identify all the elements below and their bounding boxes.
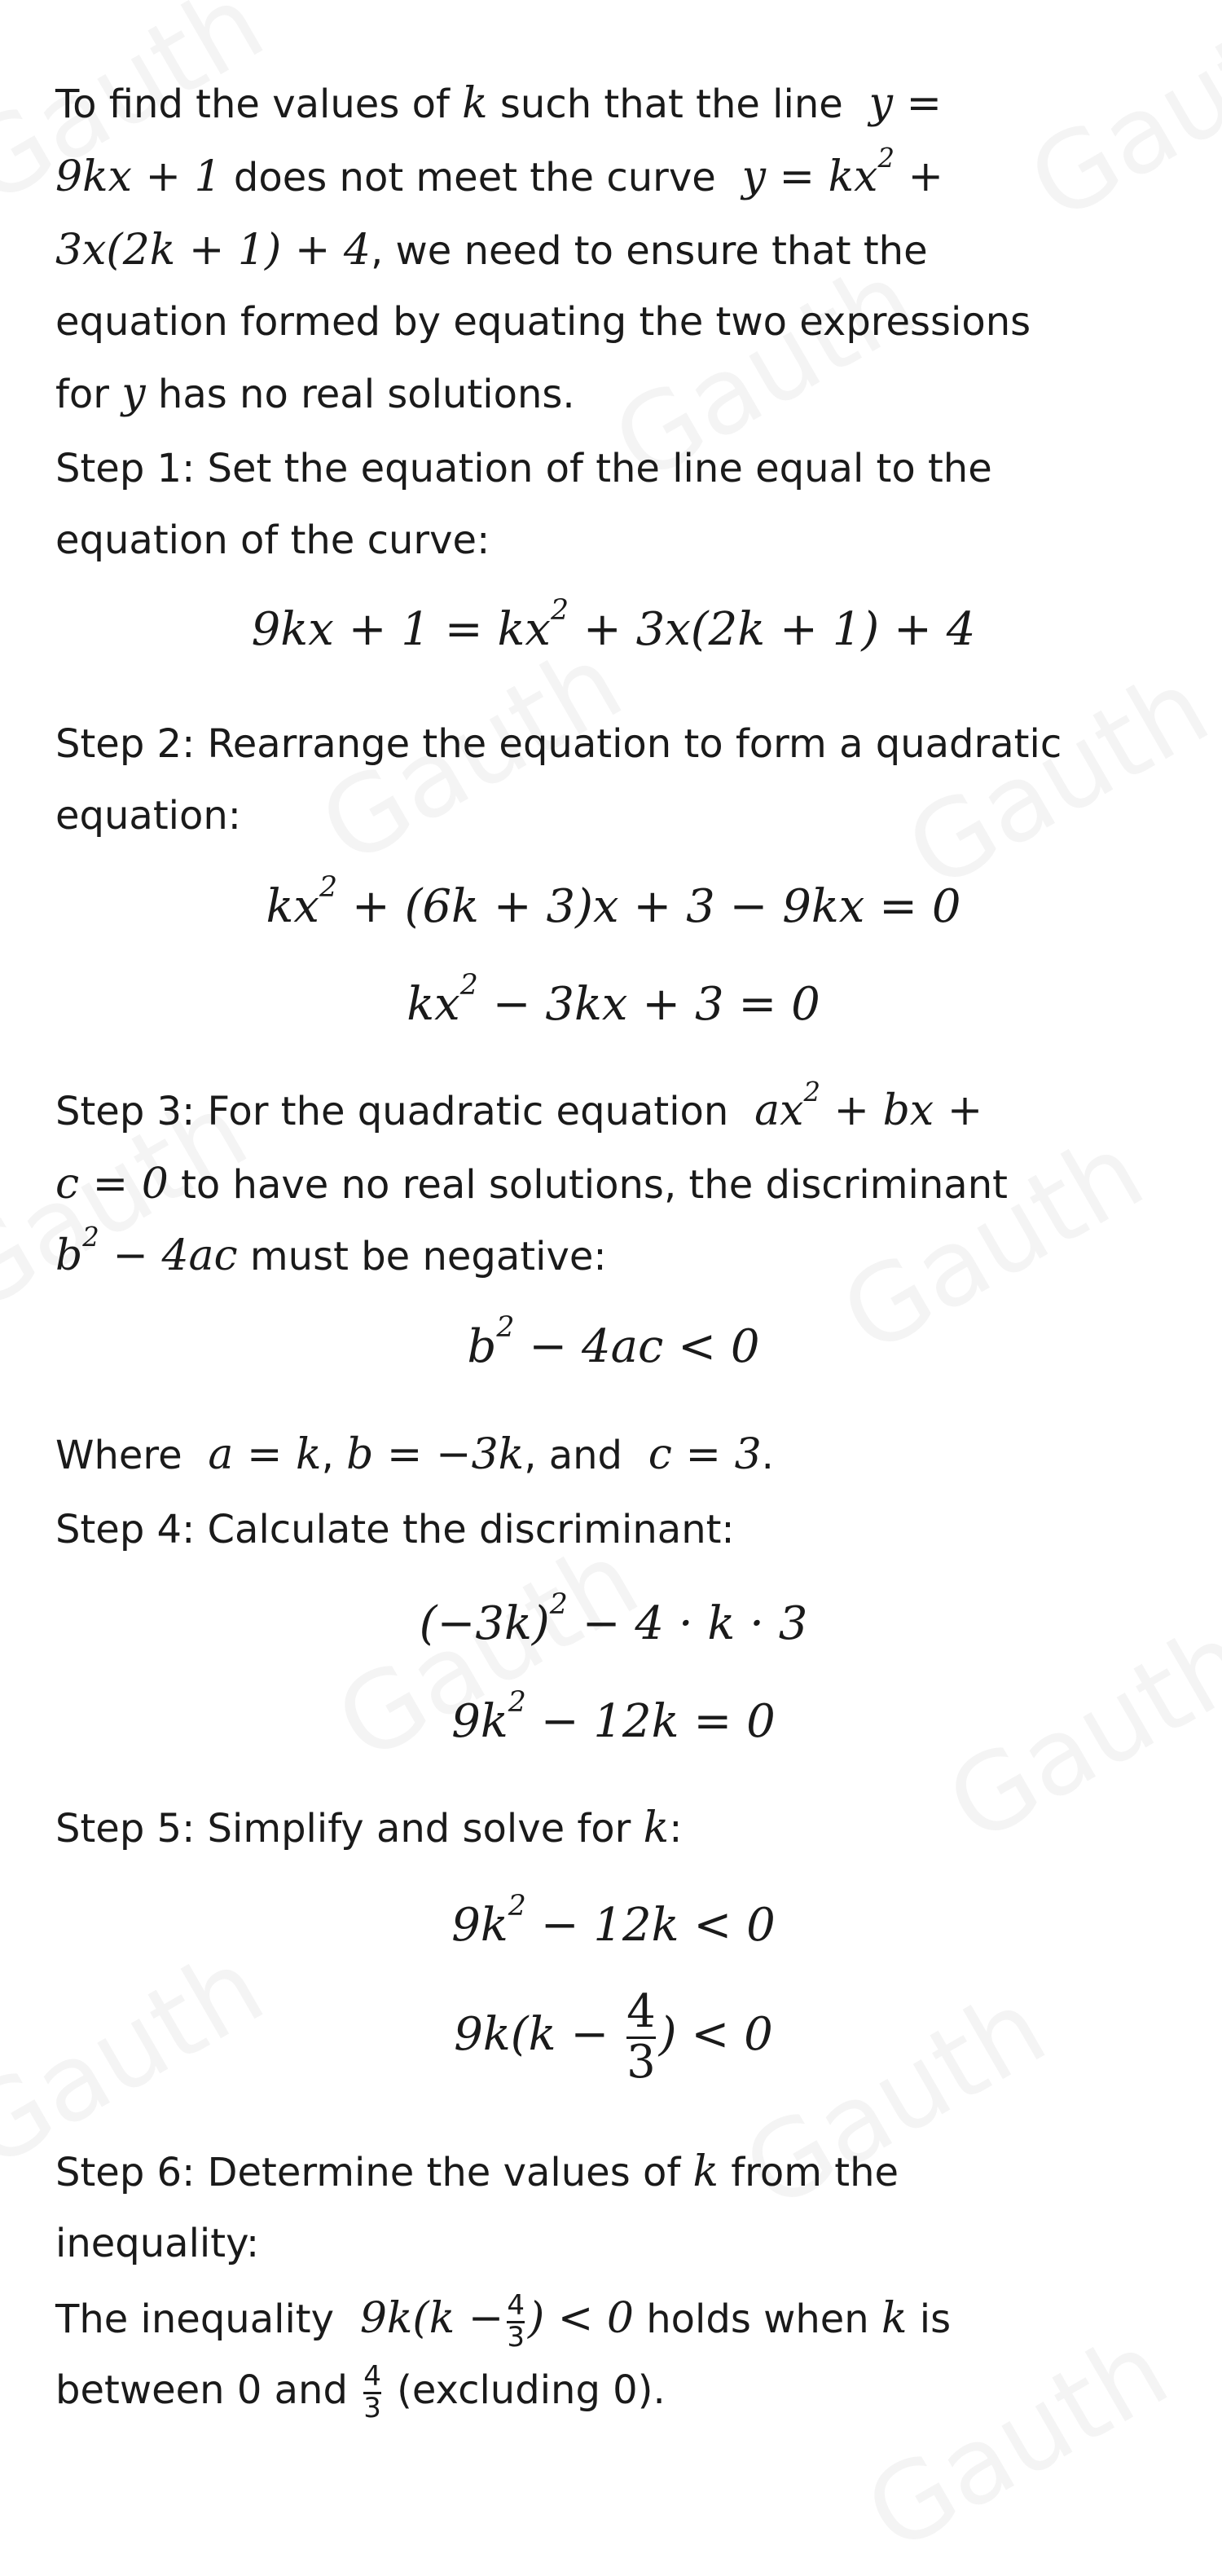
step-text: : (669, 1806, 683, 1852)
step-text: The inequality (55, 2296, 335, 2342)
math-inline: 3x(2k + 1) + 4 (55, 226, 371, 275)
intro-line (55, 285, 1031, 359)
intro-text: has no real solutions. (157, 372, 575, 417)
var-y: y (121, 369, 146, 418)
equation-discriminant: $b^2 - 4ac < 0$ (467, 1310, 760, 1373)
var-k: k (462, 79, 488, 128)
step-text: is (919, 2296, 952, 2342)
step-text: Step 5: Simplify and solve for (55, 1806, 631, 1852)
var-k: k (692, 2147, 719, 2196)
intro-line (55, 67, 942, 141)
step-3-line (55, 1147, 1008, 1222)
step-1-heading (55, 432, 992, 505)
intro-text: for (55, 372, 109, 417)
math-inline: c = 0 (55, 1160, 169, 1209)
equation-step1: $9kx + 1 = kx^2 + 3x(2k + 1) + 4$ (251, 593, 976, 656)
equation-step2b: $kx^2 - 3kx + 3 = 0$ (407, 968, 820, 1031)
step-3-heading (55, 1074, 982, 1148)
math-inline: a = k (194, 1430, 322, 1479)
step-text: Where (55, 1433, 182, 1478)
fraction-numerator: 4 (363, 2359, 381, 2393)
fraction (626, 1985, 656, 2089)
math-inline: $y = kx^2$ + (728, 142, 944, 201)
step-text: . (761, 1433, 774, 1478)
step-text: inequality: (55, 2221, 260, 2266)
equation-step5a: $9k^2 - 12k < 0$ (451, 1889, 776, 1952)
step-text: , and (524, 1433, 623, 1478)
intro-text: such that the line (499, 81, 843, 127)
step-2-heading (55, 707, 1062, 781)
step-text: equation: (55, 793, 241, 839)
intro-line (55, 214, 928, 288)
step-5-heading (55, 1791, 682, 1865)
step-text: Step 6: Determine the values of (55, 2150, 681, 2195)
step-text: between 0 and (55, 2367, 348, 2413)
math-inline: b = −3k (346, 1430, 525, 1479)
equation-step4b: $9k^2 - 12k = 0$ (451, 1685, 776, 1748)
step-6-heading-cont (55, 2207, 259, 2280)
step-text: Step 2: Rearrange the equation to form a quadratic (55, 721, 1062, 767)
step-2-heading-cont (55, 779, 241, 852)
coefficients-line (55, 1418, 774, 1492)
conclusion-line (55, 2354, 666, 2427)
math-inline: c = 3 (635, 1430, 762, 1479)
step-text: holds when (646, 2296, 869, 2342)
intro-text: equation formed by equating the two expressions (55, 299, 1031, 345)
step-text: to have no real solutions, the discriminant (181, 1162, 1008, 1208)
intro-text: does not meet the curve (233, 155, 716, 200)
step-6-heading (55, 2135, 899, 2209)
math-inline: $ax^2$ + bx + (741, 1076, 983, 1135)
fraction-numerator: 4 (626, 1985, 656, 2038)
step-text: Step 3: For the quadratic equation (55, 1089, 729, 1134)
math-inline: 9kx + 1 (55, 152, 222, 201)
math-inline: y = (855, 79, 943, 128)
var-k: k (881, 2294, 908, 2343)
step-text: Step 4: Calculate the discriminant: (55, 1507, 735, 1552)
step-text: , (321, 1433, 334, 1478)
intro-text: To find the values of (55, 81, 450, 127)
math-inline: 9k(k − (346, 2294, 504, 2343)
math-inline: ) < 0 (527, 2294, 634, 2343)
intro-text: , we need to ensure that the (371, 228, 928, 274)
equation-step2a: $kx^2 + (6k + 3)x + 3 - 9kx = 0$ (266, 870, 961, 933)
fraction-denominator: 3 (626, 2035, 656, 2089)
math-inline: $b^2 - 4ac$ (55, 1221, 238, 1280)
equation-step4a: $(-3k)^2 - 4 \cdot k \cdot 3$ (419, 1587, 808, 1650)
step-text: equation of the curve: (55, 517, 490, 563)
watermark-text (1009, 0, 1222, 245)
fraction (363, 2359, 381, 2424)
fraction-denominator: 3 (507, 2320, 525, 2354)
step-4-heading (55, 1493, 735, 1566)
conclusion-line (55, 2282, 951, 2356)
step-text: (excluding 0). (397, 2367, 666, 2413)
step-text: Step 1: Set the equation of the line equal to the (55, 446, 992, 491)
step-text: must be negative: (249, 1234, 607, 1279)
step-1-heading-cont (55, 504, 490, 577)
step-3-line (55, 1219, 607, 1293)
intro-line (55, 357, 575, 431)
step-text: from the (731, 2150, 899, 2195)
fraction-denominator: 3 (363, 2391, 381, 2424)
fraction (507, 2288, 525, 2354)
fraction-numerator: 4 (507, 2288, 525, 2322)
equation-step5b: 9k(k − $\frac{4}{3}$ ) < 0 (454, 1985, 773, 2089)
var-k: k (643, 1803, 670, 1852)
intro-line (55, 140, 943, 214)
